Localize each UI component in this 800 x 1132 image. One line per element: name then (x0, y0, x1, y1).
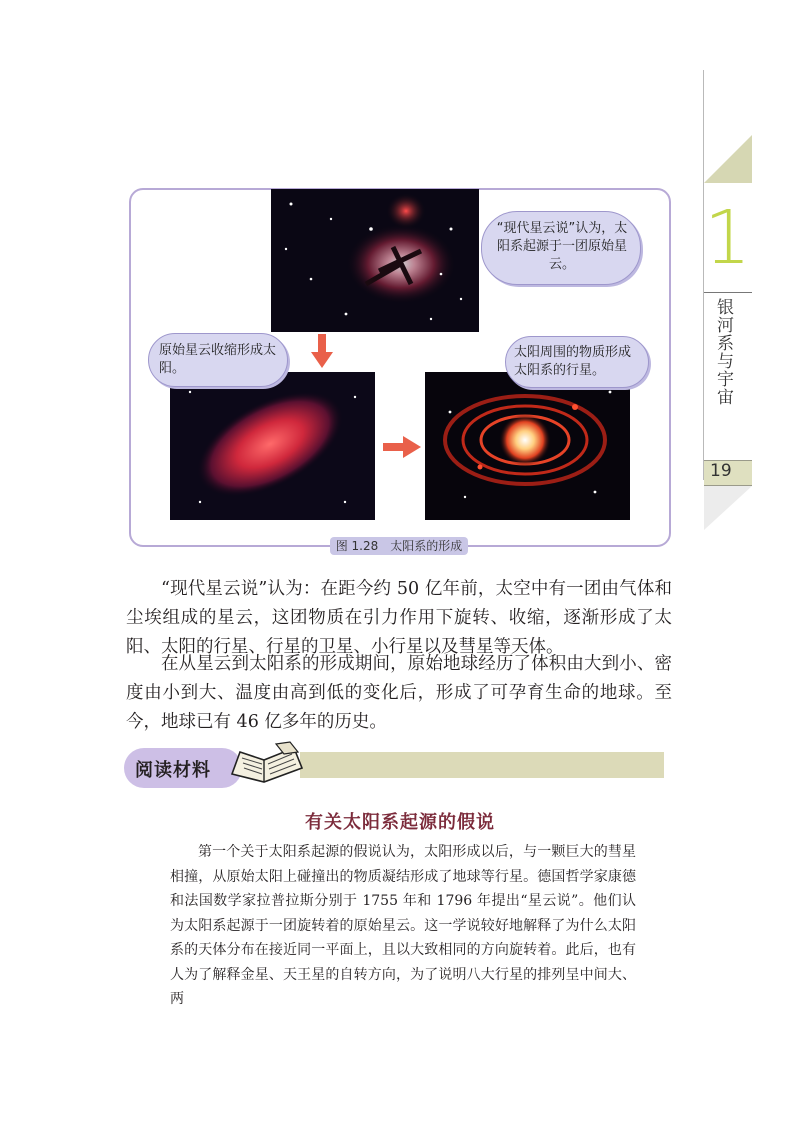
bubble-planets-form: 太阳周围的物质形成太阳系的行星。 (505, 336, 649, 388)
arrow-right-icon (383, 436, 421, 458)
chapter-title: 银河系与宇宙 (713, 298, 733, 406)
side-tab-triangle (704, 135, 752, 183)
body-paragraph-2: 在从星云到太阳系的形成期间，原始地球经历了体积由大到小、密度由小到大、温度由高到低的变化后，形成了可孕育生命的地球。至今，地球已有 46 亿多年的历史。 (126, 654, 672, 732)
planet-formation-photo (425, 372, 630, 520)
bubble-nebula-contracts: 原始星云收缩形成太阳。 (148, 333, 288, 387)
arrow-down-icon (311, 334, 333, 368)
figure-caption: 图 1.28 太阳系的形成 (330, 537, 468, 555)
page-number: 19 (710, 461, 732, 481)
nebula-photo (271, 189, 479, 332)
reading-title: 有关太阳系起源的假说 (305, 812, 495, 833)
open-book-icon (228, 740, 306, 786)
contracting-nebula-photo (170, 372, 375, 520)
chapter-number: 1 (704, 195, 752, 281)
bubble-modern-nebula-theory: “现代星云说”认为，太阳系起源于一团原始星云。 (481, 211, 641, 285)
reading-text: 第一个关于太阳系起源的假说认为，太阳形成以后，与一颗巨大的彗星相撞，从原始太阳上碰撞出的物质凝结形成了地球等行星。德国哲学家康德和法国数学家拉普拉斯分别于 1755 年和 1796 年提出“星云说”。他们认为太阳系起源于一团旋转着的原始星云。这一学说较好地解释了为什么太阳系的天体分布在接近同一平面上，且以大致相同的方向旋转着。此后，也有人为了解释金星、天王星的自转方向，为了说明八大行星的排列呈中间大、两 (170, 844, 636, 1007)
chapter-rule (704, 292, 752, 293)
side-corner-decoration (704, 486, 752, 530)
reading-banner-bar (300, 752, 664, 778)
body-paragraph-1: “现代星云说”认为：在距今约 50 亿年前，太空中有一团由气体和尘埃组成的星云，这团物质在引力作用下旋转、收缩，逐渐形成了太阳、太阳的行星、行星的卫星、小行星以及彗星等天体。 (126, 579, 672, 657)
reading-material-label: 阅读材料 (135, 760, 211, 781)
